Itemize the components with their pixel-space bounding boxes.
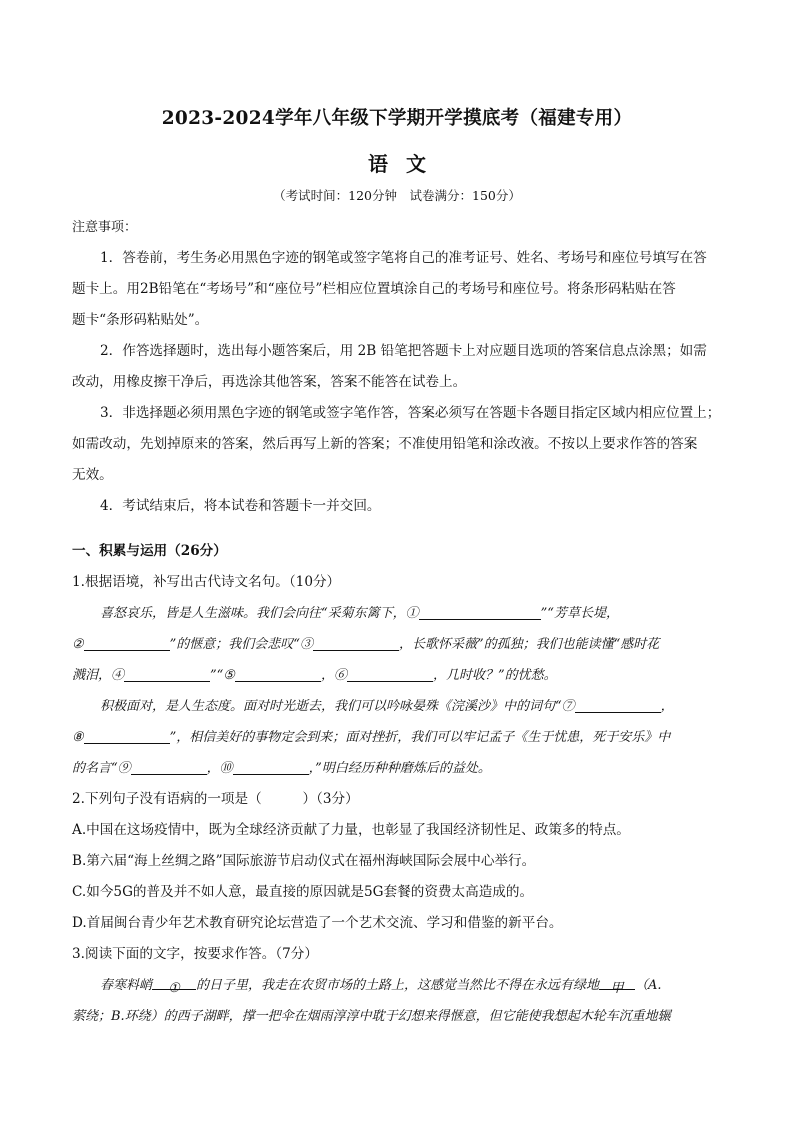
note-2-line-2: 改动，用橡皮擦干净后，再选涂其他答案，答案不能答在试卷上。 [72, 374, 467, 390]
q3-blank-1[interactable] [152, 973, 196, 996]
answer-blank-6[interactable] [347, 665, 433, 682]
q2-stem: 2.下列句子没有语病的一项是（ ）（3分） [72, 791, 359, 807]
answer-blank-3[interactable] [313, 634, 399, 651]
notes-section [72, 212, 724, 522]
answer-blank-2[interactable] [84, 634, 170, 651]
q3-mark-jia: 甲 [610, 981, 624, 996]
q1-para1-line3 [72, 660, 724, 691]
q1-text: ，”明白经历种种磨炼后的益处。 [308, 761, 491, 776]
q3-text: （A. [635, 978, 662, 993]
q1-text: 的名言“⑨ [72, 761, 131, 776]
subject-title: 语文 [368, 152, 444, 176]
answer-blank-10[interactable] [233, 758, 309, 775]
q1-stem: 1.根据语境，补写出古代诗文名句。（10分） [72, 574, 341, 590]
answer-blank-1[interactable] [419, 603, 541, 620]
note-1-line-2: 题卡上。用2B铅笔在“考场号”和“座位号”栏相应位置填涂自己的考场号和座位号。将条形码粘贴在答 [72, 281, 676, 297]
q1-text: ”，相信美好的事物定会到来；面对挫折，我们可以牢记孟子《生于忧患，死于安乐》中 [169, 730, 671, 745]
q2-option-d[interactable]: D.首届闽台青少年艺术教育研究论坛营造了一个艺术交流、学习和借鉴的新平台。 [72, 915, 563, 931]
answer-blank-9[interactable] [131, 758, 207, 775]
q2-option-c[interactable]: C.如今5G的普及并不如人意，最直接的原因就是5G套餐的资费太高造成的。 [72, 884, 534, 900]
q1-para2-line1 [72, 691, 724, 722]
q1-para2-line2 [72, 722, 724, 753]
exam-info: （考试时间：120分钟 试卷满分：150分） [273, 188, 521, 203]
q1-text: ”的惬意；我们会悲叹“③ [169, 637, 313, 652]
note-3-line-1: 3．非选择题必须用黑色字迹的钢笔或签字笔作答，答案必须写在答题卡各题目指定区域内相应位置上； [100, 405, 721, 421]
q1-text: ⑧ [72, 730, 84, 745]
q1-para1-line1 [72, 598, 724, 629]
answer-blank-7[interactable] [575, 696, 661, 713]
q1-text: 喜怒哀乐，皆是人生滋味。我们会向往“采菊东篱下，① [100, 606, 419, 621]
q1-text: ”“⑤ [210, 668, 235, 683]
q1-text: ，⑥ [320, 668, 347, 683]
note-3-line-2: 如需改动，先划掉原来的答案，然后再写上新的答案；不准使用铅笔和涂改液。不按以上要求作答的答案 [72, 436, 698, 452]
q1-text: ，⑩ [206, 761, 233, 776]
q3-blank-jia[interactable] [599, 973, 635, 996]
page-title: 2023-2024学年八年级下学期开学摸底考（福建专用） [161, 108, 633, 129]
q1-text: ”“芳草长堤， [540, 606, 619, 621]
q3-passage-line2: 萦绕；B.环绕）的西子湖畔，撑一把伞在烟雨淳淳中耽于幻想来得惬意，但它能使我想起木轮车沉重地辗 [72, 1009, 671, 1024]
q1-para2-line3 [72, 753, 724, 784]
q3-text: 的日子里，我走在农贸市场的土路上，这感觉当然比不得在永远有绿地 [196, 978, 600, 993]
q3-text: 春寒料峭 [100, 978, 153, 993]
section-1-heading: 一、积累与运用（26分） [72, 543, 227, 559]
q3-mark-1: ① [168, 981, 180, 996]
q1-text: ，几时收？”的忧愁。 [432, 668, 557, 683]
q3-stem: 3.阅读下面的文字，按要求作答。（7分） [72, 946, 318, 962]
note-1-line-1: 1．答卷前，考生务必用黑色字迹的钢笔或签字笔将自己的准考证号、姓名、考场号和座位号填写在答 [100, 250, 707, 266]
q1-text: 溅泪，④ [72, 668, 125, 683]
q3-passage-line1 [72, 970, 724, 1001]
q1-para1-line2 [72, 629, 724, 660]
q1-text: ② [72, 637, 84, 652]
q1-text: ， [660, 699, 674, 714]
note-4-line-1: 4．考试结束后，将本试卷和答题卡一并交回。 [100, 498, 381, 514]
note-1-line-3: 题卡“条形码粘贴处”。 [72, 312, 209, 328]
q2-option-a[interactable]: A.中国在这场疫情中，既为全球经济贡献了力量，也彰显了我国经济韧性足、政策多的特点。 [72, 822, 630, 838]
note-3-line-3: 无效。 [72, 467, 113, 483]
answer-blank-4[interactable] [124, 665, 210, 682]
note-2-line-1: 2．作答选择题时，选出每小题答案后，用 2B 铅笔把答题卡上对应题目选项的答案信息点涂黑；如需 [100, 343, 707, 359]
q2-option-b[interactable]: B.第六届“海上丝绸之路”国际旅游节启动仪式在福州海峡国际会展中心举行。 [72, 853, 536, 869]
answer-blank-8[interactable] [84, 727, 170, 744]
answer-blank-5[interactable] [235, 665, 321, 682]
section-1 [72, 536, 724, 1032]
notes-heading: 注意事项： [72, 220, 138, 235]
q1-text: ，长歌怀采薇”的孤独；我们也能读懂“感时花 [398, 637, 660, 652]
q1-text: 积极面对，是人生态度。面对时光逝去，我们可以吟咏晏殊《浣溪沙》中的词句“⑦ [100, 699, 575, 714]
